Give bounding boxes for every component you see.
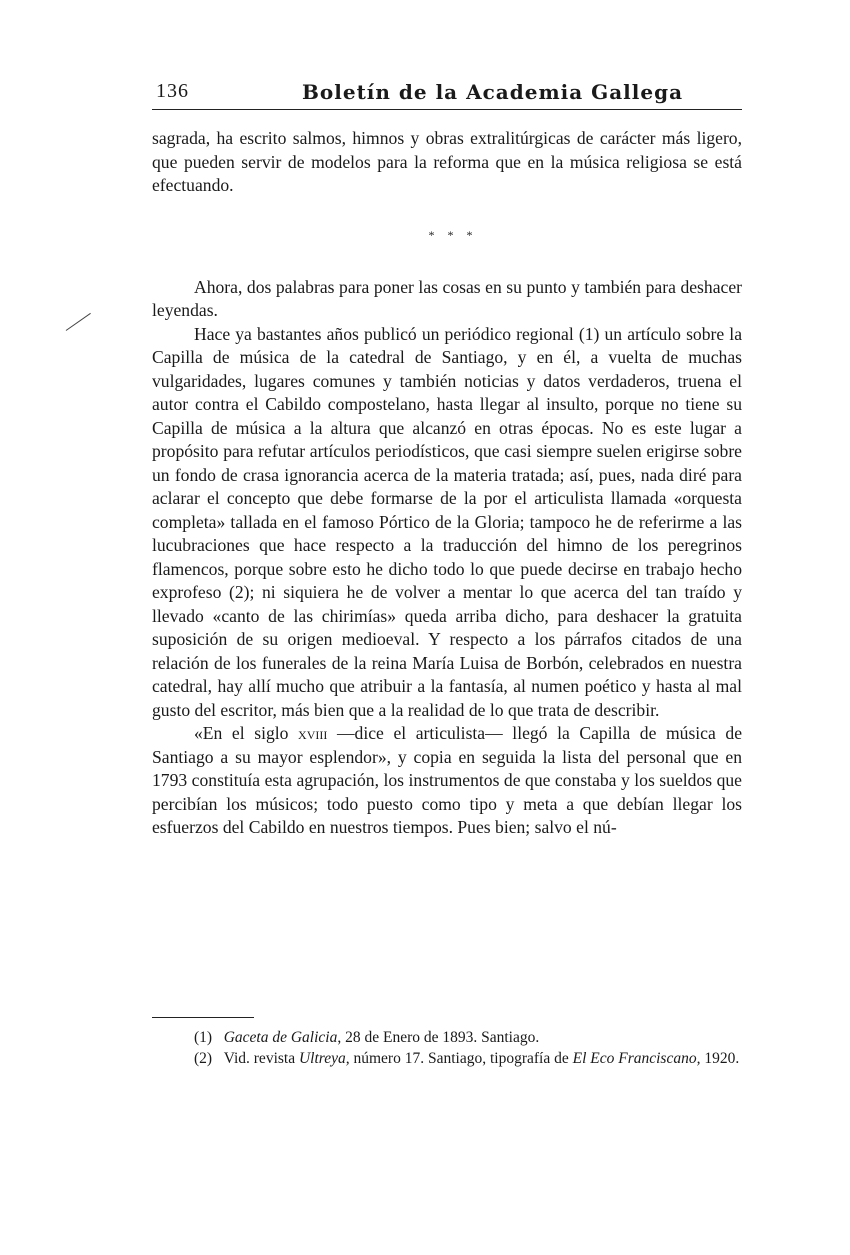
quote-opening: «En el siglo [194, 723, 299, 743]
footnote-2-year: 1920. [700, 1050, 740, 1067]
page-header [152, 80, 742, 110]
paragraph-hace-ya: Hace ya bastantes años publicó un periódico regional (1) un artículo sobre la Capilla de música de la catedral de Santiago, y en él, a vuelta de muchas vulgaridades, lugares comunes y también noticias y datos verdaderos, truena el autor contra el Cabildo compostelano, hasta llegar al insulto, porque no tiene su Capilla de música a la altura que alcanzó en otras épocas. No es este lugar a propósito para refutar artículos periodísticos, que casi siempre suelen erigirse sobre un fondo de crasa ignorancia acerca de la materia tratada; así, pues, nada diré para aclarar el concepto que debe formarse de la por el articulista llamada «orquesta completa» tallada en el famoso Pórtico de la Gloria; tampoco he de referirme a las lucubraciones que hace respecto a la traducción del himno de los peregrinos flamencos, porque sobre esto he dicho todo lo que puede decirse en trabajo hecho exprofeso (2); ni siquiera he de volver a mentar lo que acerca del tan traído y llevado «canto de las chirimías» queda arriba dicho, para deshacer la gratuita suposición de su origen medioeval. Y respecto a los párrafos citados de una relación de los funerales de la reina María Luisa de Borbón, celebrados en nuestra catedral, hay allí mucho que atribuir a la fantasía, al numen poético y hasta al mal gusto del escritor, más bien que a la realidad de lo que trata de describir. [152, 323, 742, 720]
footnote-2-press: El Eco Franciscano, [572, 1050, 701, 1067]
footnote-rule [152, 1017, 254, 1018]
quote-continuation: —dice el articulista— llegó la Capilla de música de Santiago a su mayor esplendor», y copia en seguida la lista del personal que en 1793 constituía esta agrupación, los instrumentos de que constaba y los sueldos que percibían los músicos; todo puesto como tipo y meta a que debían llegar los esfuerzos del Cabildo en nuestros tiempos. Pues bien; salvo el nú- [152, 723, 743, 837]
footnotes [152, 1027, 742, 1069]
paragraph-continuation: sagrada, ha escrito salmos, himnos y obras extralitúrgicas de carácter más ligero, que pueden servir de modelos para la reforma que en la música religiosa se está efectuando. [152, 128, 742, 195]
footnote-1 [152, 1027, 742, 1048]
footnote-2-journal: Ultreya, [298, 1050, 350, 1067]
footnote-1-number: (1) [194, 1029, 213, 1046]
footnote-1-text: , 28 de Enero de 1893. Santiago. [337, 1029, 540, 1046]
main-text [152, 127, 742, 840]
paragraph-ahora: Ahora, dos palabras para poner las cosas en su punto y también para deshacer leyendas. [152, 276, 742, 320]
footnote-2-number: (2) [194, 1050, 213, 1067]
running-head: Boletín de la Academia Gallega [302, 80, 684, 104]
footnote-2-prefix: Vid. revista [223, 1050, 299, 1067]
header-rule [152, 109, 742, 110]
paragraph-en-el-siglo [152, 722, 742, 840]
page-number: 136 [156, 80, 189, 102]
margin-pencil-mark [66, 313, 91, 331]
footnote-2-text: número 17. Santiago, tipografía de [349, 1050, 573, 1067]
century-numeral: xviii [298, 723, 328, 743]
section-break-asterisks: * * * [428, 227, 478, 242]
footnote-2 [152, 1048, 742, 1069]
footnote-1-title: Gaceta de Galicia [223, 1029, 338, 1046]
